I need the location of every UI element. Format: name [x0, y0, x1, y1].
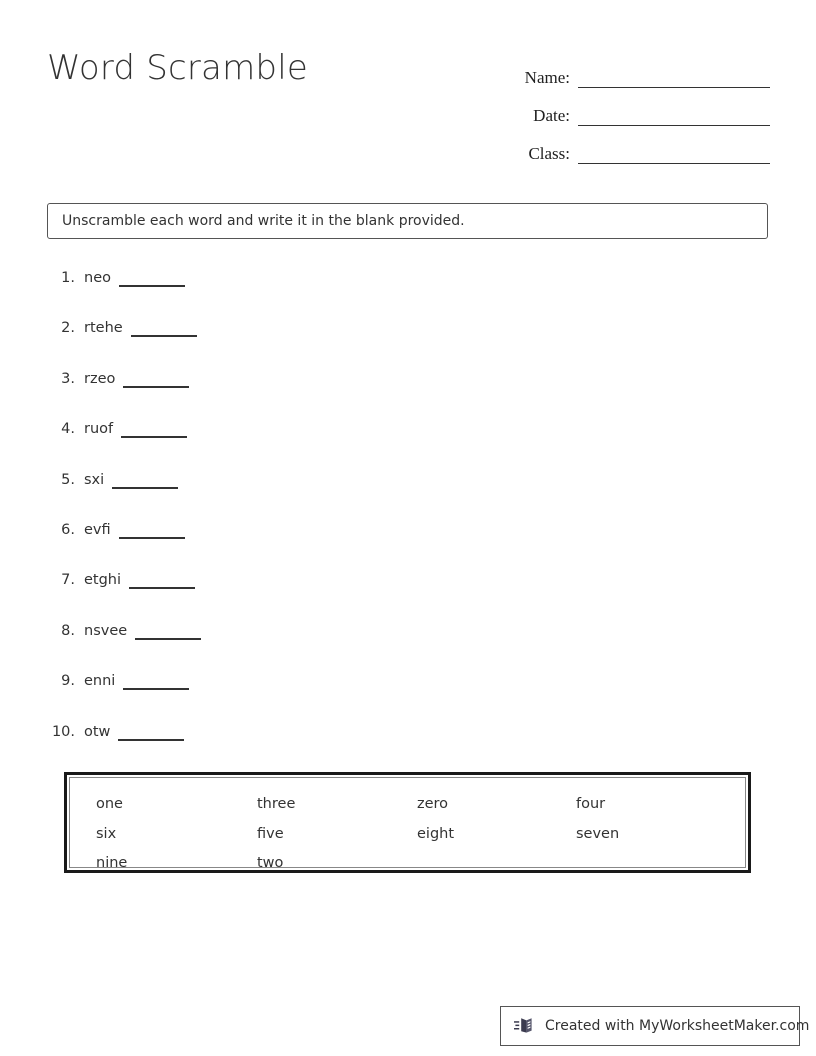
- word-bank-word: six: [96, 825, 117, 842]
- word-bank-word: three: [257, 796, 296, 812]
- problem-row: [45, 520, 745, 570]
- word-bank-word: five: [257, 825, 284, 842]
- answer-blank[interactable]: [131, 318, 197, 337]
- word-bank-word: eight: [417, 825, 455, 842]
- problem-number: 8.: [61, 622, 75, 639]
- answer-blank[interactable]: [123, 671, 189, 690]
- word-bank-word: zero: [417, 796, 449, 812]
- worksheet-maker-badge[interactable]: [500, 1006, 810, 1046]
- word-bank-grid: [96, 790, 745, 879]
- worksheet-maker-logo-icon: [513, 1014, 537, 1038]
- answer-blank[interactable]: [119, 520, 185, 539]
- word-bank-cell-empty: [576, 849, 745, 879]
- answer-blank[interactable]: [135, 621, 201, 640]
- problem-row: [45, 419, 745, 469]
- class-field-input-line[interactable]: [578, 143, 770, 164]
- problem-number: 5.: [61, 471, 75, 488]
- scrambled-word: rtehe: [84, 320, 123, 337]
- problem-row: [45, 621, 745, 671]
- date-field-row: [470, 88, 770, 126]
- worksheet-header: [0, 0, 816, 180]
- date-field-label: Date:: [533, 106, 570, 125]
- word-bank-word: nine: [96, 855, 128, 871]
- problem-row: [45, 671, 745, 721]
- problem-number: 1.: [61, 270, 75, 286]
- scrambled-word: sxi: [84, 471, 105, 488]
- scrambled-word: otw: [84, 723, 111, 740]
- date-field-input-line[interactable]: [578, 105, 770, 126]
- instruction-text: Unscramble each word and write it in the blank provided.: [62, 213, 465, 229]
- problem-row: [45, 318, 745, 368]
- problem-number: 7.: [61, 572, 75, 589]
- student-info-fields: [470, 50, 770, 164]
- problem-row: [45, 722, 745, 772]
- problem-row: [45, 470, 745, 520]
- answer-blank[interactable]: [118, 722, 184, 741]
- name-field-label: Name:: [524, 68, 570, 87]
- word-bank-word: two: [257, 855, 284, 871]
- answer-blank[interactable]: [112, 470, 178, 489]
- problem-number: 6.: [61, 521, 75, 538]
- instruction-box: [47, 203, 768, 239]
- problem-number: 2.: [61, 320, 75, 337]
- problem-row: [45, 369, 745, 419]
- problem-number: 4.: [61, 421, 75, 438]
- problem-row: [45, 268, 745, 318]
- scrambled-word: evfi: [84, 521, 111, 538]
- problem-list: [45, 268, 745, 772]
- scrambled-word: enni: [84, 673, 116, 690]
- scrambled-word: nsvee: [84, 622, 128, 639]
- word-bank-word: seven: [576, 825, 620, 842]
- problem-number: 10.: [51, 723, 75, 740]
- word-bank-box: [64, 772, 751, 873]
- answer-blank[interactable]: [123, 369, 189, 388]
- answer-blank[interactable]: [129, 570, 195, 589]
- name-field-input-line[interactable]: [578, 67, 770, 88]
- problem-number: 3.: [61, 370, 75, 387]
- answer-blank[interactable]: [119, 268, 185, 287]
- page-title: Word Scramble: [47, 48, 308, 88]
- word-bank-inner-border: [69, 777, 746, 871]
- problem-number: 9.: [61, 673, 75, 690]
- word-bank-word: four: [576, 796, 606, 812]
- scrambled-word: rzeo: [84, 370, 116, 387]
- problem-row: [45, 570, 745, 620]
- name-field-row: [470, 50, 770, 88]
- word-bank-word: one: [96, 796, 123, 812]
- scrambled-word: etghi: [84, 572, 122, 589]
- scrambled-word: neo: [84, 270, 111, 286]
- scrambled-word: ruof: [84, 421, 114, 438]
- word-bank-cell-empty: [417, 849, 576, 879]
- answer-blank[interactable]: [121, 419, 187, 438]
- class-field-row: [470, 126, 770, 164]
- class-field-label: Class:: [528, 144, 570, 163]
- worksheet-maker-badge-text: Created with MyWorksheetMaker.com: [545, 1018, 810, 1034]
